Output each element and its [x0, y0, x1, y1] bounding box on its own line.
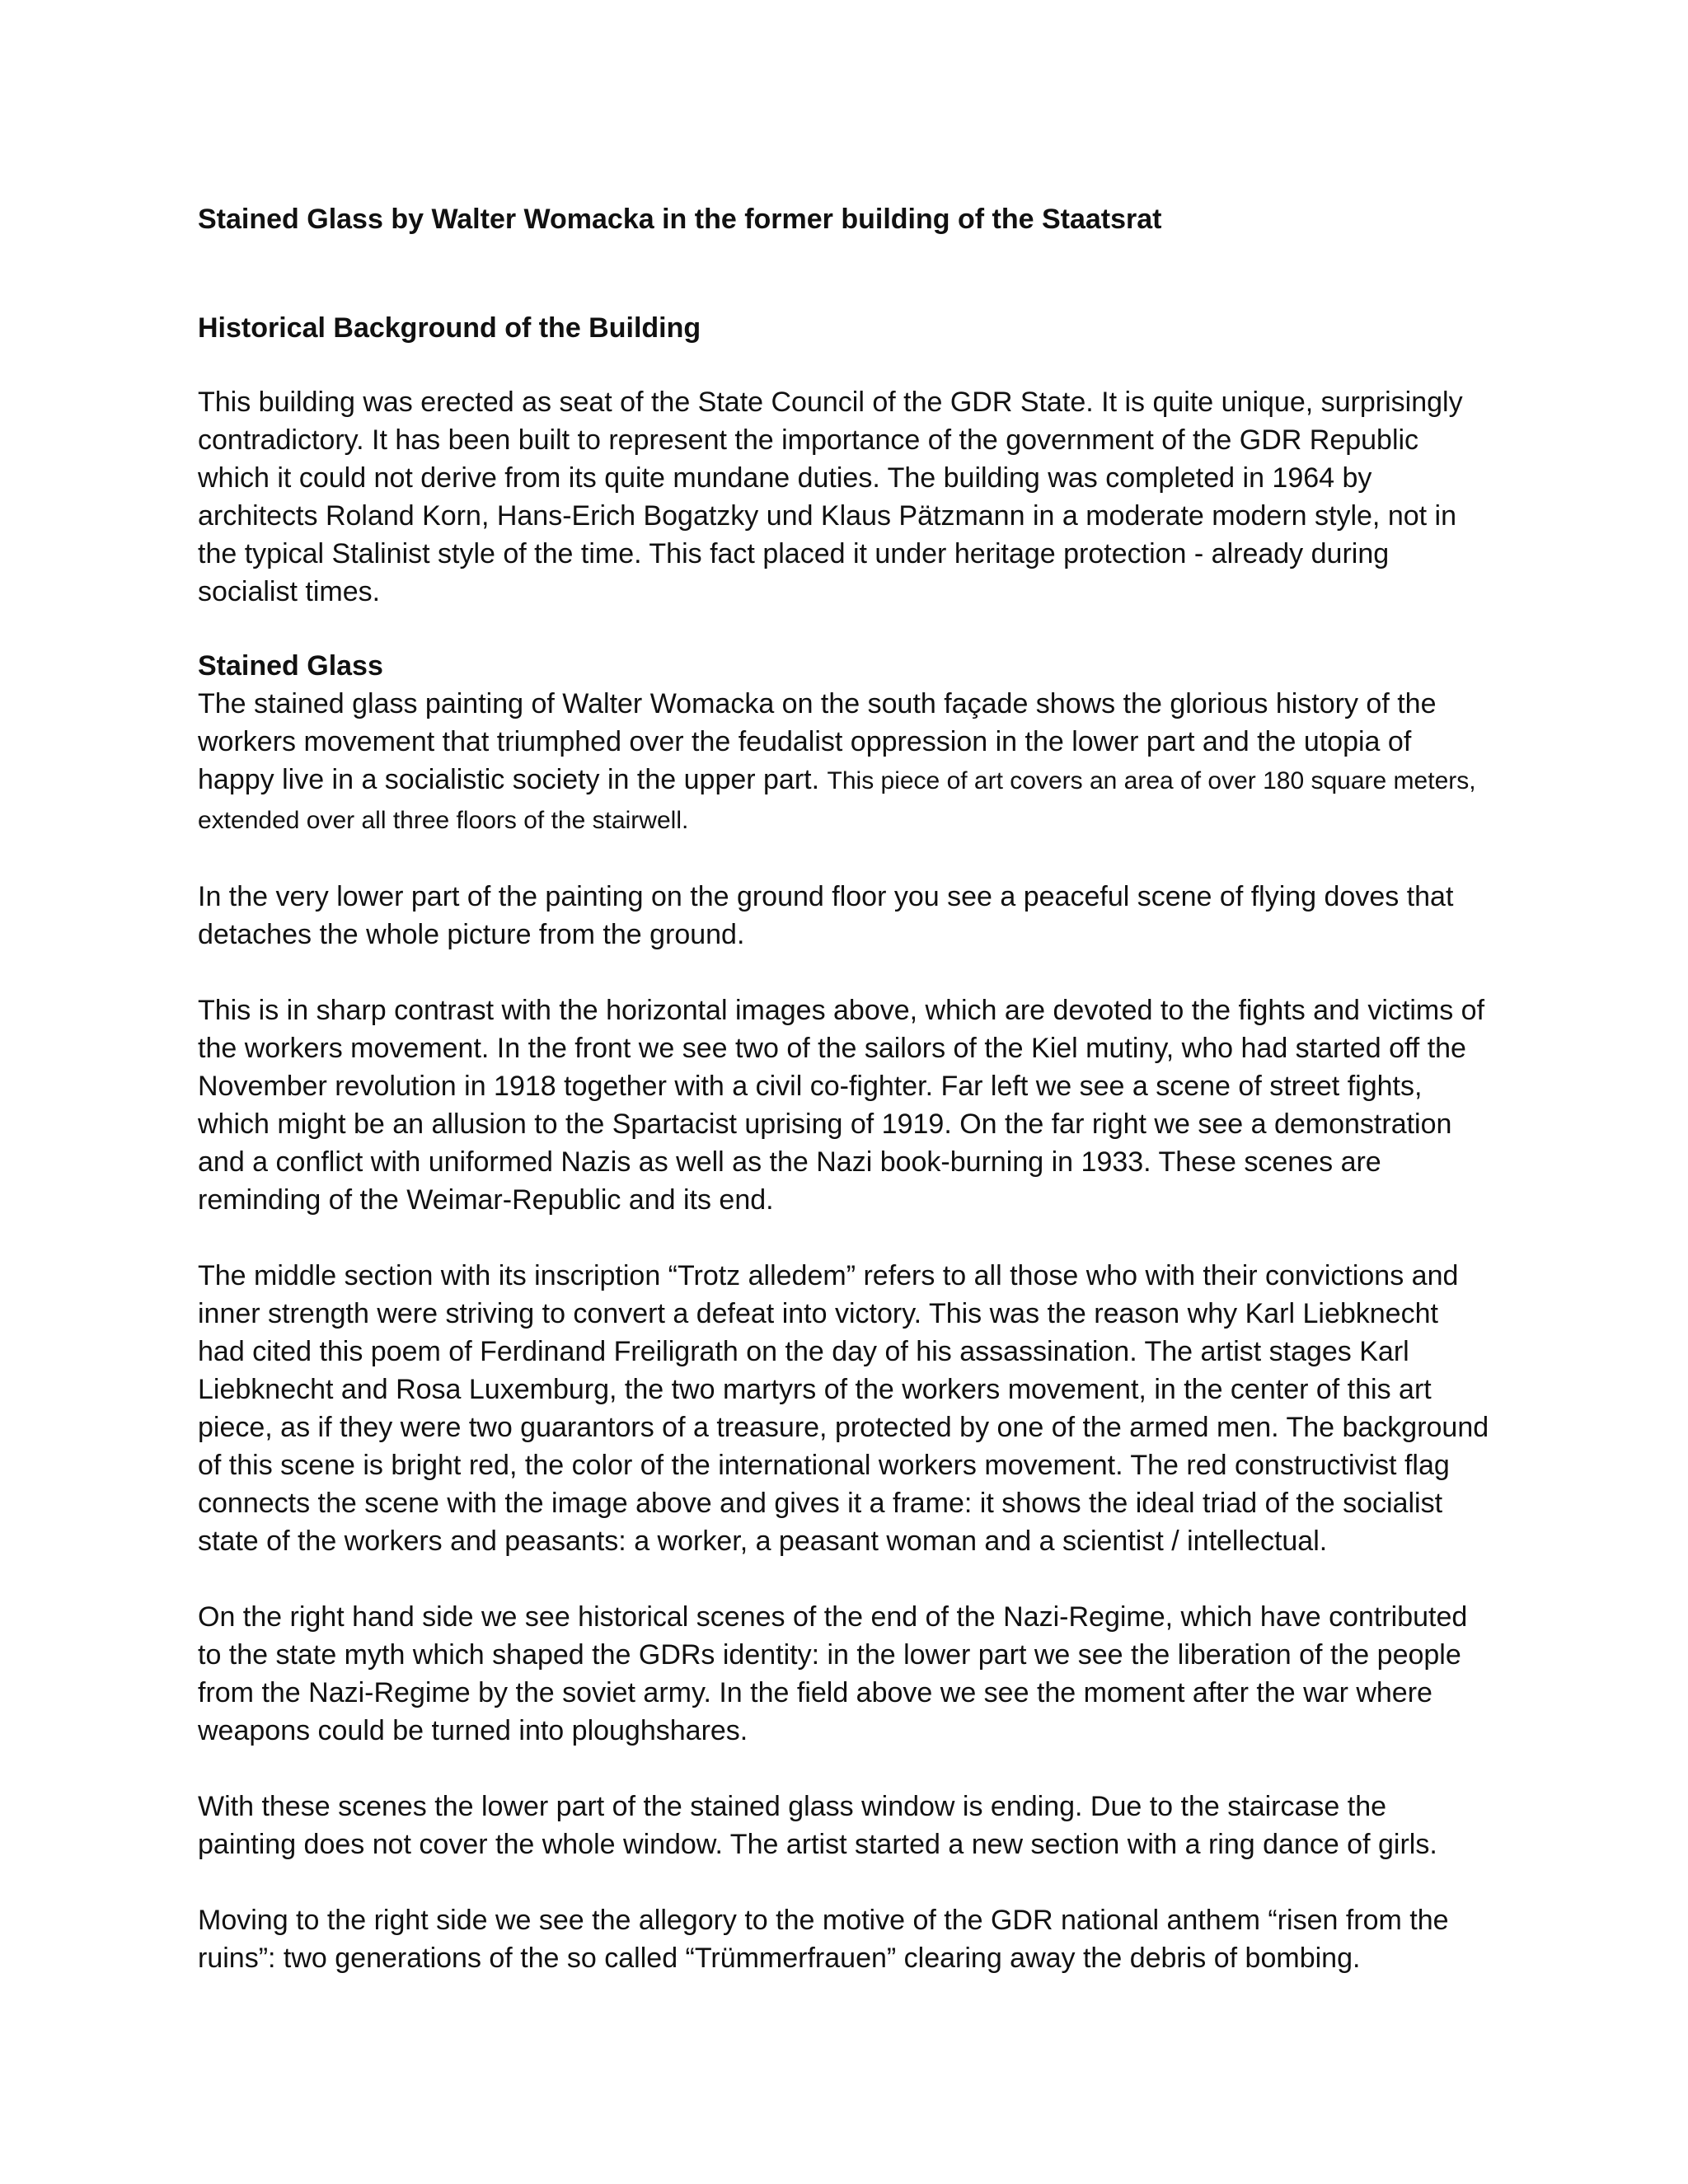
paragraph-doves: In the very lower part of the painting on the ground floor you see a peaceful scene of flying doves that detaches the whole picture from the ground. — [198, 881, 1454, 950]
intro-small-text: This piece of art covers an area of over 180 square meters, extended over all three floors of the stairwell. — [198, 767, 1476, 834]
paragraph-workers-fights: This is in sharp contrast with the horizontal images above, which are devoted to the fights and victims of the workers movement. In the front we see two of the sailors of the Kiel mutiny, who had started off the November revolution in 1918 together with a civil co-fighter. Far left we see a scene of street fights, which might be an allusion to the Spartacist uprising of 1919. On the far right we see a demonstration and a conflict with uniformed Nazis as well as the Nazi book-burning in 1933. These scenes are reminding of the Weimar-Republic and its end. — [198, 995, 1485, 1216]
document-body — [198, 202, 1492, 1977]
section-heading-historical-background: Historical Background of the Building — [198, 312, 701, 344]
paragraph-lower-part-ending: With these scenes the lower part of the stained glass window is ending. Due to the staircase the painting does not cover the whole window. The artist started a new section with a ring dance of girls. — [198, 1791, 1437, 1860]
document-title: Stained Glass by Walter Womacka in the former building of the Staatsrat — [198, 204, 1162, 235]
section-heading-stained-glass: Stained Glass — [198, 650, 383, 682]
intro-main-text: The stained glass painting of Walter Womacka on the south façade shows the glorious history of the workers movement that triumphed over the feudalist oppression in the lower part and the utopia of happy live in a socialistic society in the upper part. — [198, 688, 1437, 795]
paragraph-trotz-alledem: The middle section with its inscription “Trotz alledem” refers to all those who with their convictions and inner strength were striving to convert a defeat into victory. This was the reason why Karl Liebknecht had cited this poem of Ferdinand Freiligrath on the day of his assassination. The artist stages Karl Liebknecht and Rosa Luxemburg, the two martyrs of the workers movement, in the center of this art piece, as if they were two guarantors of a treasure, protected by one of the armed men. The background of this scene is bright red, the color of the international workers movement. The red constructivist flag connects the scene with the image above and gives it a frame: it shows the ideal triad of the socialist state of the workers and peasants: a worker, a peasant woman and a scientist / intellectual. — [198, 1260, 1489, 1557]
paragraph-historical-background: This building was erected as seat of the State Council of the GDR State. It is quite unique, surprisingly contradictory. It has been built to represent the importance of the government of the GDR Republic which it could not derive from its quite mundane duties. The building was completed in 1964 by architects Roland Korn, Hans-Erich Bogatzky und Klaus Pätzmann in a moderate modern style, not in the typical Stalinist style of the time. This fact placed it under heritage protection - already during socialist times. — [198, 387, 1463, 607]
paragraph-end-of-nazi-regime: On the right hand side we see historical scenes of the end of the Nazi-Regime, which have contributed to the state myth which shaped the GDRs identity: in the lower part we see the liberation of the people from the Nazi-Regime by the soviet army. In the field above we see the moment after the war where weapons could be turned into ploughshares. — [198, 1601, 1468, 1746]
paragraph-risen-from-ruins: Moving to the right side we see the allegory to the motive of the GDR national anthem “risen from the ruins”: two generations of the so called “Trümmerfrauen” clearing away the debris of bombing. — [198, 1905, 1449, 1974]
paragraph-stained-glass-intro — [198, 685, 1492, 840]
